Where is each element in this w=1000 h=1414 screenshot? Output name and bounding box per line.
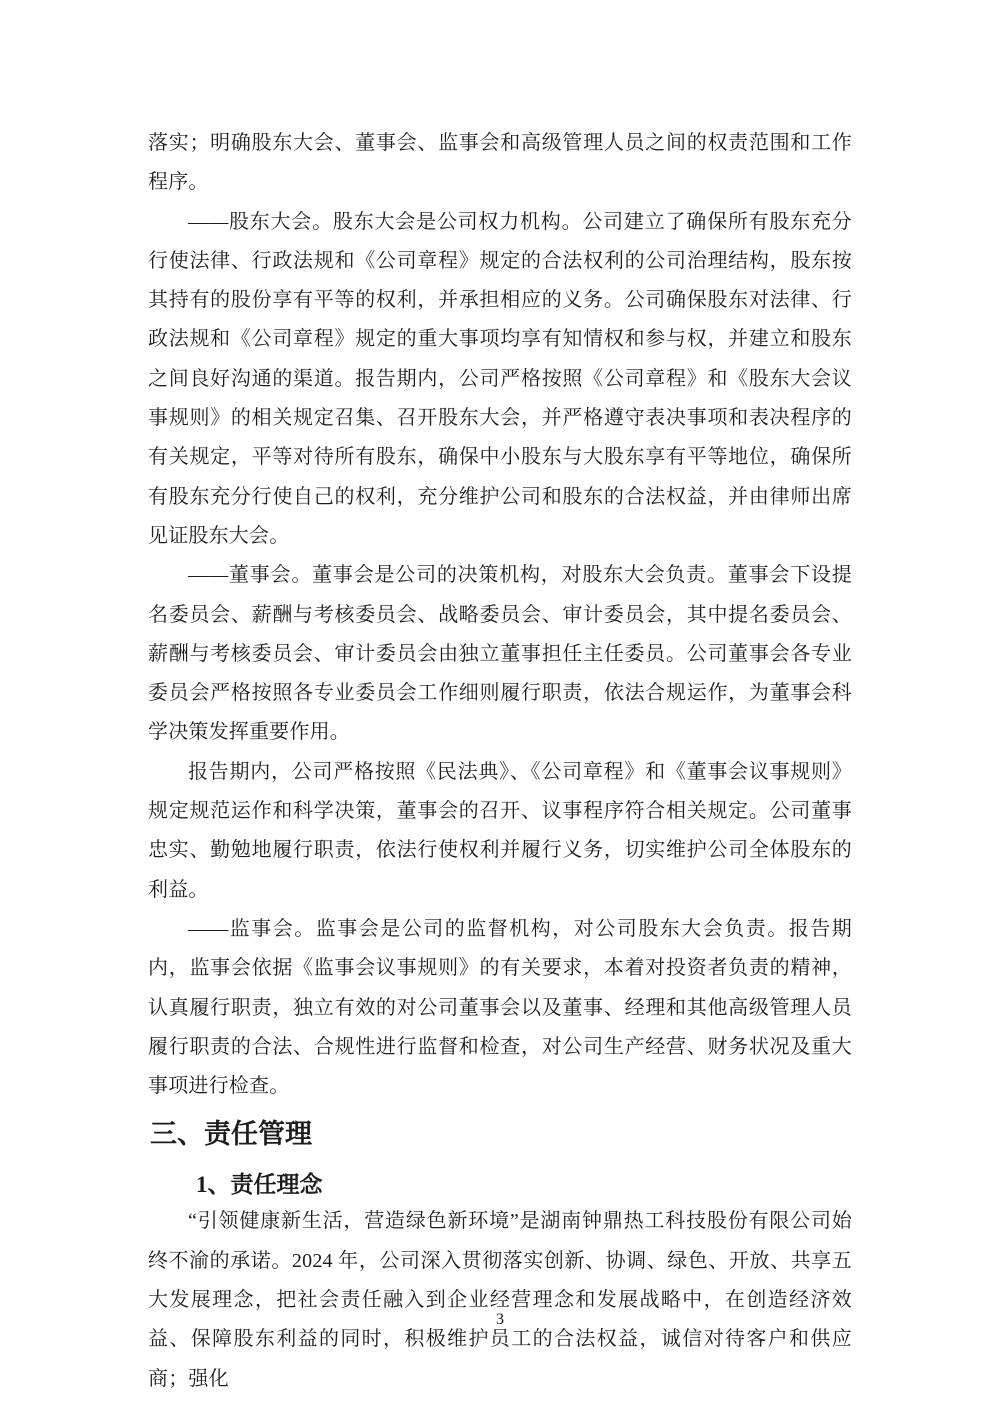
body-paragraph-board-of-directors: ——董事会。董事会是公司的决策机构，对股东大会负责。董事会下设提名委员会、薪酬与考核委员会、战略委员会、审计委员会，其中提名委员会、薪酬与考核委员会、审计委员会由独立董事担任主任委员。公司董事会各专业委员会严格按照各专业委员会工作细则履行职责，依法合规运作，为董事会科学决策发挥重要作用。 [148,564,852,744]
body-paragraph-responsibility-philosophy: “引领健康新生活，营造绿色新环境”是湖南钟鼎热工科技股份有限公司始终不渝的承诺。2024 年，公司深入贯彻落实创新、协调、绿色、开放、共享五大发展理念，把社会责任融入到企业经营理念和发展战略中，在创造经济效益、保障股东利益的同时，积极维护员工的合法权益，诚信对待客户和供应商；强化 [148,1210,852,1390]
body-paragraph-board-operation: 报告期内，公司严格按照《民法典》、《公司章程》和《董事会议事规则》规定规范运作和科学决策，董事会的召开、议事程序符合相关规定。公司董事忠实、勤勉地履行职责，依法行使权利并履行义务，切实维护公司全体股东的利益。 [148,760,852,901]
page-number: 3 [496,1311,504,1328]
sub-heading-responsibility-philosophy: 1、责任理念 [196,1172,323,1198]
page-content [148,124,852,1399]
body-paragraph-shareholders-meeting: ——股东大会。股东大会是公司权力机构。公司建立了确保所有股东充分行使法律、行政法规和《公司章程》规定的合法权利的公司治理结构，股东按其持有的股份享有平等的权利，并承担相应的义务。公司确保股东对法律、行政法规和《公司章程》规定的重大事项均享有知情权和参与权，并建立和股东之间良好沟通的渠道。报告期内，公司严格按照《公司章程》和《股东大会议事规则》的相关规定召集、召开股东大会，并严格遵守表决事项和表决程序的有关规定，平等对待所有股东，确保中小股东与大股东享有平等地位，确保所有股东充分行使自己的权利，充分维护公司和股东的合法权益，并由律师出席见证股东大会。 [148,210,852,547]
body-paragraph-supervisory-board: ——监事会。监事会是公司的监督机构，对公司股东大会负责。报告期内，监事会依据《监事会议事规则》的有关要求，本着对投资者负责的精神，认真履行职责，独立有效的对公司董事会以及董事、经理和其他高级管理人员履行职责的合法、合规性进行监督和检查，对公司生产经营、财务状况及重大事项进行检查。 [148,917,852,1098]
body-paragraph-continuation: 落实；明确股东大会、董事会、监事会和高级管理人员之间的权责范围和工作程序。 [148,132,852,194]
section-heading-responsibility-management: 三、责任管理 [150,1119,312,1150]
